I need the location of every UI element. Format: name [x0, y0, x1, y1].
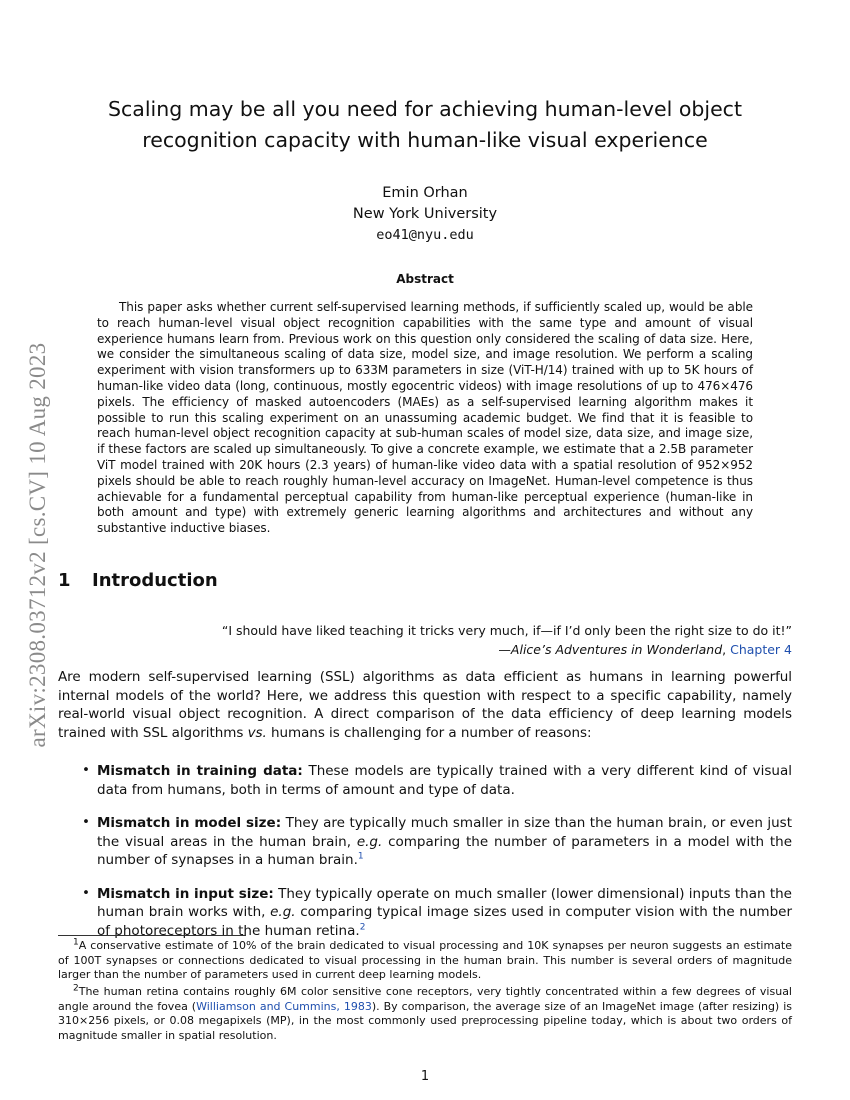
bullet-eg: e.g.: [270, 904, 296, 920]
list-item: [80, 762, 792, 799]
bullet-text: comparing the number of parameters in a model with the number of synapses in a human brain.: [97, 833, 793, 868]
bullet-label: Mismatch in training data:: [97, 763, 303, 779]
intro-paragraph: [58, 668, 792, 742]
intro-text-a: Are modern self-supervised learning (SSL) algorithms as data efficient as humans in learning powerful internal models of the world? Here, we address this question with respect to a specific capability, namely real-world visual object recognition. A direct comparison of the data efficiency of deep learning models trained with SSL algorithms: [58, 669, 792, 741]
bullet-icon: •: [82, 762, 90, 778]
citation-link[interactable]: Williamson and Cummins, 1983: [196, 999, 372, 1013]
bullet-eg: e.g.: [356, 833, 383, 850]
footnote-mark: 2: [73, 983, 79, 994]
abstract-heading: Abstract: [396, 272, 454, 286]
bullet-text: They are typically much smaller in size than the human brain, or even just the visual areas in the human brain,: [97, 815, 793, 850]
section-title: Introduction: [92, 570, 218, 591]
footnote-text: A conservative estimate of 10% of the brain dedicated to visual processing and 10K synapses per neuron suggests an estimate of 100T synapses or connections dedicated to visual processing in the human brain. This number is several orders of magnitude larger than the number of parameters used in current deep learning models.: [58, 939, 792, 982]
section-number: 1: [58, 570, 71, 591]
author-email: eo41@nyu.edu: [376, 227, 474, 243]
epigraph: [222, 621, 792, 659]
bullet-icon: •: [82, 814, 90, 830]
footnote-ref-2[interactable]: 2: [359, 922, 366, 932]
intro-text-b: humans is challenging for a number of reasons:: [266, 724, 592, 741]
arxiv-watermark: [25, 342, 50, 748]
epigraph-dash: —: [498, 642, 511, 657]
author-affiliation: New York University: [352, 206, 498, 222]
bullet-text: These models are typically trained with a very different kind of visual data from humans, both in terms of amount and type of data.: [97, 763, 792, 798]
section-heading: [58, 570, 218, 591]
chapter-link[interactable]: Chapter 4: [730, 642, 792, 657]
intro-vs: vs.: [247, 724, 267, 741]
mismatch-list: [80, 762, 792, 955]
paper-title: Scaling may be all you need for achieving human-level object recognition capacity with human-like visual experience: [107, 97, 742, 152]
arxiv-id: arXiv:2308.03712v2 [cs.CV] 10 Aug 2023: [25, 342, 50, 748]
footnote-text: ). By comparison, the average size of an ImageNet image (after resizing) is 310×256 pixels, or 0.08 megapixels (MP), in the most commonly used preprocessing pipeline today, which is about two orders of magnitude smaller in spatial resolution.: [58, 999, 792, 1042]
abstract-text: This paper asks whether current self-supervised learning methods, if sufficiently scaled up, would be able to reach human-level visual object recognition capabilities with the same type and amount of visual experience humans learn from. Previous work on this question only considered the scaling of data size. Here, we consider the simultaneous scaling of data size, model size, and image resolution. We perform a scaling experiment with vision transformers up to 633M parameters in size (ViT-H/14) trained with up to 5K hours of human-like video data (long, continuous, mostly egocentric videos) with image resolutions of up to 476×476 pixels. The efficiency of masked autoencoders (MAEs) as a self-supervised learning algorithm makes it possible to run this scaling experiment on an unassuming academic budget. We find that it is feasible to reach human-level object recognition capacity at sub-human scales of model size, data size, and image size, if these factors are scaled up simultaneously. To give a concrete example, we estimate that a 2.5B parameter ViT model trained with 20K hours (2.3 years) of human-like video data with a spatial resolution of 952×952 pixels should be able to reach roughly human-level accuracy on ImageNet. Human-level competence is thus achievable for a fundamental perceptual capability from human-like perceptual experience (human-like in both amount and type) with extremely generic learning algorithms and architectures and without any substantive inductive biases.: [97, 300, 753, 536]
footnote-mark: 1: [73, 937, 79, 948]
epigraph-attribution: [222, 640, 792, 659]
list-item: [80, 814, 792, 870]
bullet-label: Mismatch in input size:: [97, 885, 274, 902]
bullet-text: They typically operate on much smaller (lower dimensional) inputs than the human brain works with,: [97, 885, 792, 920]
footnote-ref-1[interactable]: 1: [357, 851, 364, 862]
bullet-text: comparing typical image sizes used in computer vision with the number of photoreceptors in the human retina.: [97, 904, 792, 939]
author-name: Emin Orhan: [382, 185, 468, 201]
bullet-label: Mismatch in model size:: [97, 815, 282, 831]
list-item: [80, 885, 792, 941]
page-number: 1: [420, 1069, 430, 1084]
footnote-1: [58, 939, 792, 983]
epigraph-quote: “I should have liked teaching it tricks very much, if—if I’d only been the right size to do it!”: [221, 623, 792, 638]
epigraph-source: Alice’s Adventures in Wonderland: [510, 642, 723, 657]
bullet-icon: •: [82, 884, 90, 901]
footnote-text: The human retina contains roughly 6M color sensitive cone receptors, very tightly concentrated within a few degrees of visual angle around the fovea (: [58, 985, 792, 1013]
footnote-2: [58, 985, 792, 1043]
epigraph-sep: ,: [722, 642, 731, 657]
footnote-divider: [58, 935, 246, 936]
